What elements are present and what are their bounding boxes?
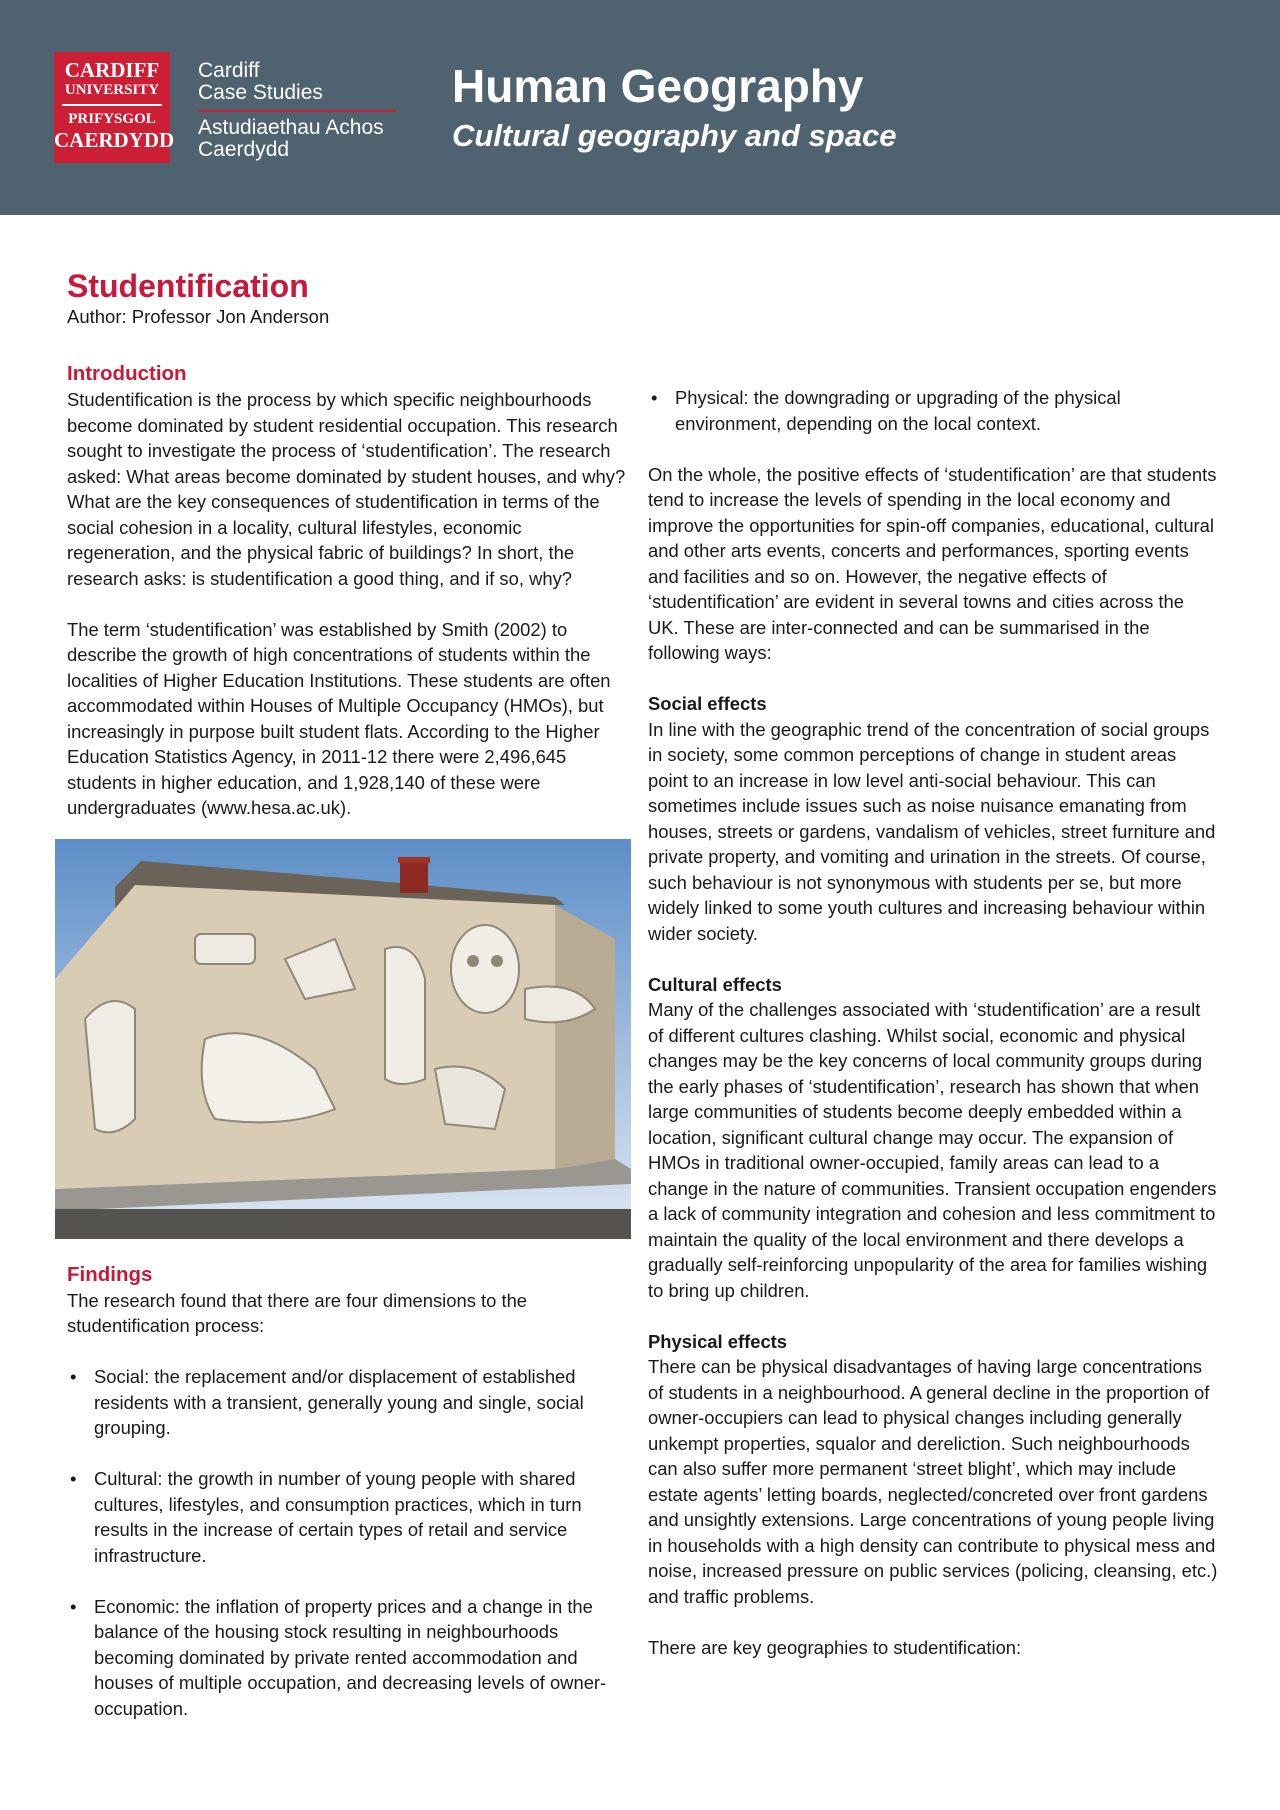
findings-list-continued [648,385,1218,436]
findings-item-social: • Social: the replacement and/or displacement of established residents with a transient, generally young and single, social grouping. [67,1364,633,1441]
cultural-effects-heading: Cultural effects [648,973,782,995]
findings-item-cultural: • Cultural: the growth in number of young people with shared cultures, lifestyles, and consumption practices, which in turn results in the increase of certain types of retail and service infrastructure. [67,1466,633,1568]
findings-intro: The research found that there are four dimensions to the studentification process: [67,1289,528,1336]
series-name-cy-2: Caerdydd [198,138,290,161]
effects-summary: On the whole, the positive effects of ‘studentification’ are that students tend to increase the levels of spending in the local economy and improve the opportunities for spin-off companies, educational, cultural and other arts events, concerts and performances, sporting events and facilities and so on. However, the negative effects of ‘studentification’ are evident in several towns and cities across the UK. These are inter-connected and can be summarised in the following ways: [648,463,1217,663]
logo-line-university: UNIVERSITY [64,82,160,98]
findings-item-physical: • Physical: the downgrading or upgrading of the physical environment, depending on the local context. [648,385,1218,436]
physical-effects-heading: Physical effects [648,1330,788,1352]
findings-heading: Findings [67,1262,153,1286]
page-header [0,0,1280,215]
series-divider [198,110,396,112]
left-column [67,360,633,1747]
header-subtitle: Cultural geography and space [452,118,897,153]
logo-line-caerdydd: CAERDYDD [54,128,175,152]
header-title: Human Geography [452,60,864,112]
key-geographies-text: There are key geographies to studentification: [648,1636,1022,1658]
introduction-paragraph-2: The term ‘studentification’ was established by Smith (2002) to describe the growth of high concentrations of students within the localities of Higher Education Institutions. These students are often accommodated within Houses of Multiple Occupancy (HMOs), but increasingly in purpose built student flats. According to the Higher Education Statistics Agency, in 2011-12 there were 2,496,645 students in higher education, and 1,928,140 of these were undergraduates (www.hesa.ac.uk). [67,618,611,818]
cultural-effects-text: Many of the challenges associated with ‘studentification’ are a result of different cultures clashing. Whilst social, economic and physical changes may be the key concerns of local community groups during the early phases of ‘studentification’, research has shown that when large communities of students become deeply embedded within a location, significant cultural change may occur. The expansion of HMOs in traditional owner-occupied, family areas can lead to a change in the nature of communities. Transient occupation engenders a lack of community integration and cohesion and less commitment to maintain the quality of the local environment and there develops a gradually self-reinforcing unpopularity of the area for families wishing to bring up children. [648,999,1217,1301]
right-column [648,385,1218,1686]
findings-list [67,1364,633,1721]
social-effects-heading: Social effects [648,693,767,714]
series-name-en-2: Case Studies [198,81,323,104]
cardiff-university-logo[interactable] [54,52,175,163]
mural-building-photo [55,839,631,1239]
series-name-en-1: Cardiff [198,59,260,82]
findings-item-economic: • Economic: the inflation of property prices and a change in the balance of the housing stock resulting in neighbourhoods becoming dominated by private rented accommodation and houses of multiple occupation, and decreasing levels of owner-occupation. [67,1594,633,1722]
logo-divider [62,104,162,106]
series-name-cy-1: Astudiaethau Achos [198,116,384,139]
physical-effects-text: There can be physical disadvantages of having large concentrations of students in a neighbourhood. A general decline in the proportion of owner-occupiers can lead to physical changes including generally unkempt properties, squalor and dereliction. Such neighbourhoods can also suffer more permanent ‘street blight’, which may include estate agents’ letting boards, neglected/concreted over front gardens and unsightly extensions. Large concentrations of young people living in households with a high density can contribute to physical mess and noise, increased pressure on public services (policing, cleansing, etc.) and traffic problems. [648,1356,1218,1607]
logo-line-prifysgol: PRIFYSGOL [68,111,156,127]
introduction-paragraph-1: Studentification is the process by which specific neighbourhoods become dominated by student residential occupation. This research sought to investigate the process of ‘studentification’. The research asked: What areas become dominated by student houses, and why? What are the key consequences of studentification in terms of the social cohesion in a locality, cultural lifestyles, economic regeneration, and the physical fabric of buildings? In short, the research asks: is studentification a good thing, and if so, why? [67,389,626,589]
page-title: Studentification [67,268,309,304]
social-effects-text: In line with the geographic trend of the concentration of social groups in society, some common perceptions of change in student areas point to an increase in low level anti-social behaviour. This can sometimes include issues such as noise nuisance emanating from houses, streets or gardens, vandalism of vehicles, street furniture and private property, and vomiting and urination in the streets. Of course, such behaviour is not synonymous with students per se, but more widely linked to some youth cultures and increasing behaviour within wider society. [648,718,1216,944]
logo-line-cardiff: CARDIFF [64,58,160,82]
introduction-heading: Introduction [67,362,187,385]
author-line: Author: Professor Jon Anderson [67,306,330,327]
